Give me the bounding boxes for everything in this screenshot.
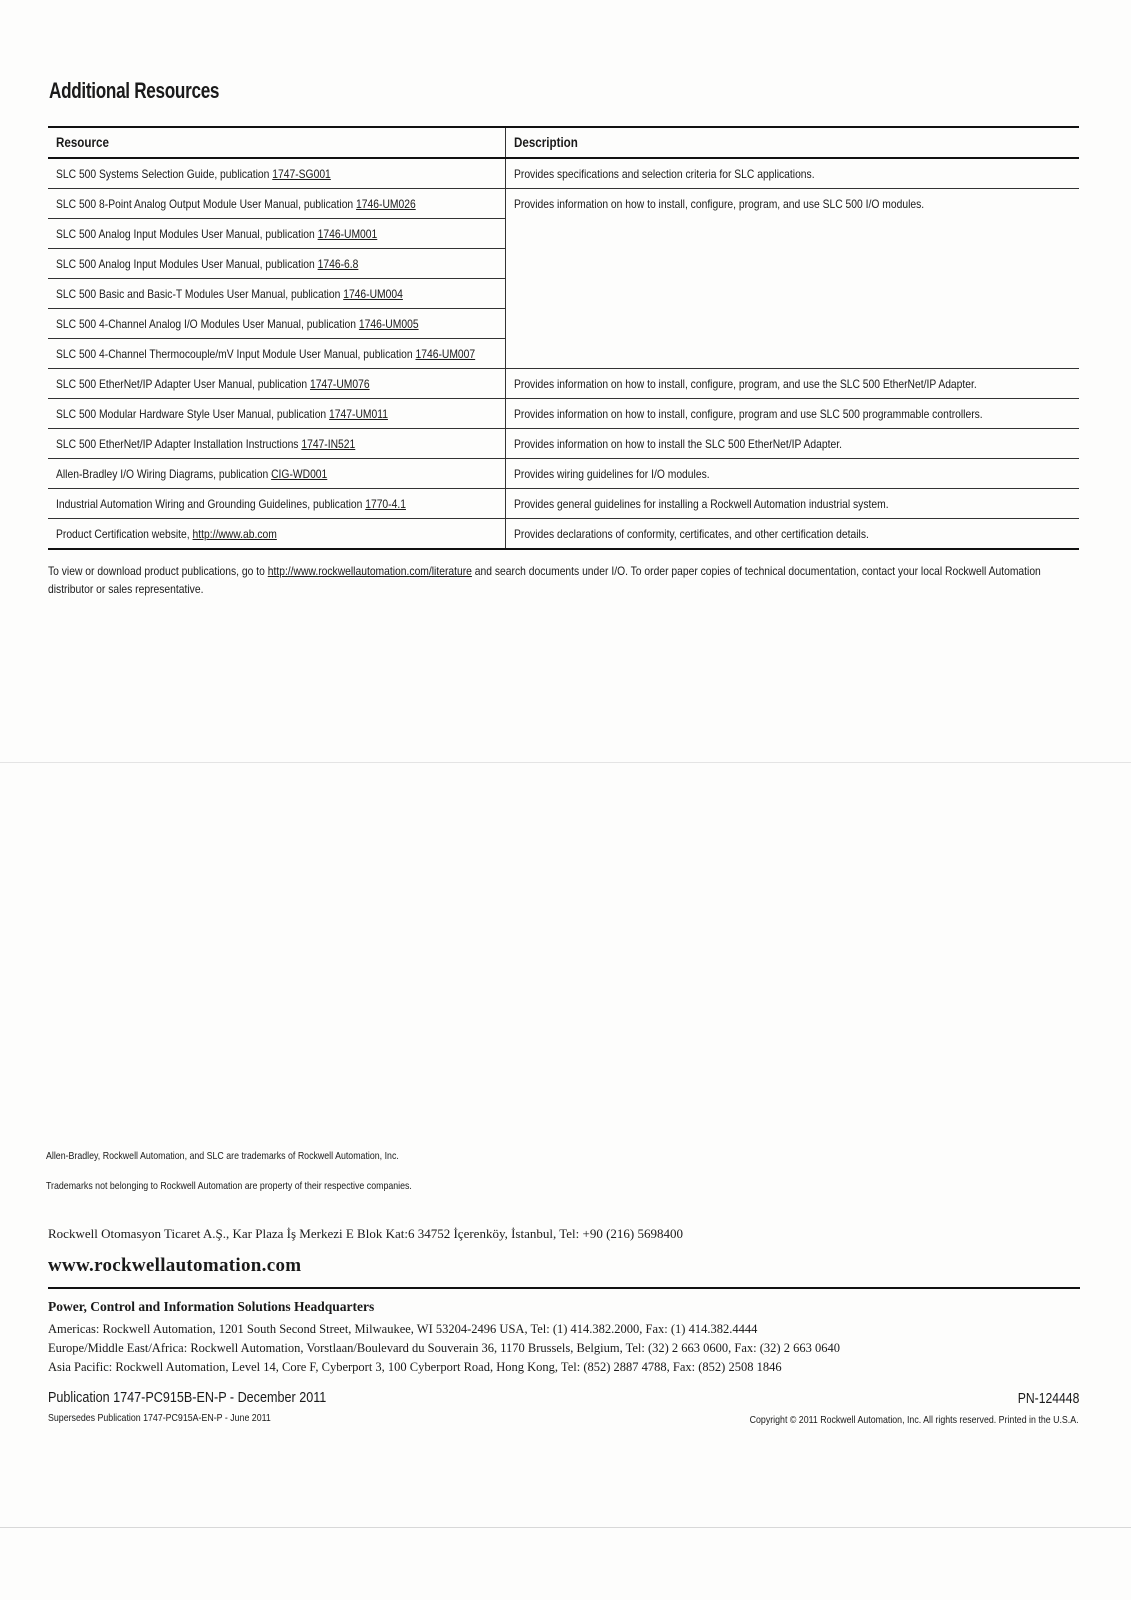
trademark-notice: Allen-Bradley, Rockwell Automation, and SLC are trademarks of Rockwell Automation, Inc. (46, 1150, 399, 1162)
trademark-disclaimer: Trademarks not belonging to Rockwell Automation are property of their respective companies. (46, 1180, 412, 1192)
description-cell (505, 459, 1079, 489)
description-text: Provides wiring guidelines for I/O modules. (513, 466, 710, 481)
publication-number: Publication 1747-PC915B-EN-P - December 2011 (48, 1389, 327, 1406)
resource-cell (48, 519, 505, 550)
table-row (48, 399, 1079, 429)
description-cell (505, 369, 1079, 399)
resource-cell (48, 158, 505, 189)
supersedes-note: Supersedes Publication 1747-PC915A-EN-P - June 2011 (48, 1412, 271, 1424)
publication-link[interactable]: 1746-UM026 (356, 196, 416, 211)
description-text: Provides information on how to install the SLC 500 EtherNet/IP Adapter. (513, 436, 842, 451)
part-number: PN-124448 (1017, 1391, 1079, 1407)
table-row (48, 189, 1079, 219)
resource-cell (48, 339, 505, 369)
resource-cell (48, 369, 505, 399)
publication-link[interactable]: 1747-UM076 (309, 376, 370, 391)
publication-link[interactable]: http://www.ab.com (192, 526, 277, 541)
description-text: Provides declarations of conformity, certificates, and other certification details. (513, 526, 869, 541)
resource-title: SLC 500 Systems Selection Guide, publication (56, 166, 273, 181)
description-text: Provides information on how to install, configure, program, and use SLC 500 I/O modules. (513, 196, 924, 211)
resource-cell (48, 189, 505, 219)
publications-note: To view or download product publications, go to http://www.rockwellautomation.com/literature and search documents under I/O. To order paper copies of technical documentation, contact your local Rockwell Automation distributor or sales representative. (48, 564, 1041, 596)
description-cell (505, 489, 1079, 519)
bleed-through-line (0, 762, 1131, 763)
description-cell (505, 309, 1079, 339)
description-cell (505, 279, 1079, 309)
table-header-row (48, 127, 1079, 158)
page-heading: Additional Resources (49, 78, 220, 103)
description-text: Provides general guidelines for installing a Rockwell Automation industrial system. (513, 496, 889, 511)
table-row (48, 219, 1079, 249)
resource-cell (48, 249, 505, 279)
publication-link[interactable]: 1747-IN521 (301, 436, 356, 451)
headquarters-title: Power, Control and Information Solutions Headquarters (48, 1299, 375, 1314)
copyright-notice: Copyright © 2011 Rockwell Automation, Inc. All rights reserved. Printed in the U.S.A. (750, 1414, 1079, 1426)
resources-table (48, 126, 1079, 550)
description-cell (505, 249, 1079, 279)
description-cell (505, 399, 1079, 429)
description-cell (505, 519, 1079, 550)
resource-title: SLC 500 Analog Input Modules User Manual, publication (56, 256, 318, 271)
table-row (48, 369, 1079, 399)
description-cell (505, 339, 1079, 369)
description-cell (505, 429, 1079, 459)
table-row (48, 459, 1079, 489)
resource-column-header: Resource (48, 127, 505, 158)
resource-cell (48, 489, 505, 519)
resource-title: Allen-Bradley I/O Wiring Diagrams, publication (56, 466, 272, 481)
table-row (48, 249, 1079, 279)
table-row (48, 489, 1079, 519)
description-cell (505, 219, 1079, 249)
resource-cell (48, 309, 505, 339)
company-website[interactable]: www.rockwellautomation.com (48, 1255, 302, 1276)
publication-link[interactable]: 1746-UM004 (343, 286, 403, 301)
resource-title: SLC 500 EtherNet/IP Adapter User Manual, publication (56, 376, 310, 391)
publication-link[interactable]: 1747-SG001 (272, 166, 331, 181)
description-text: Provides information on how to install, configure, program, and use the SLC 500 EtherNet/IP Adapter. (513, 376, 977, 391)
description-cell (505, 189, 1079, 219)
description-cell (505, 158, 1079, 189)
literature-link[interactable]: http://www.rockwellautomation.com/literature (267, 564, 472, 578)
americas-address: Americas: Rockwell Automation, 1201 South Second Street, Milwaukee, WI 53204-2496 USA, Tel: (1) 414.382.2000, Fax: (1) 414.382.4444 (48, 1322, 758, 1336)
resource-title: SLC 500 Basic and Basic-T Modules User Manual, publication (56, 286, 344, 301)
resource-title: SLC 500 4-Channel Analog I/O Modules User Manual, publication (56, 316, 359, 331)
publication-link[interactable]: CIG-WD001 (271, 466, 328, 481)
resource-title: SLC 500 Analog Input Modules User Manual, publication (56, 226, 318, 241)
divider (48, 1287, 1080, 1289)
resource-title: Industrial Automation Wiring and Grounding Guidelines, publication (56, 496, 366, 511)
table-row (48, 158, 1079, 189)
publication-link[interactable]: 1746-6.8 (317, 256, 359, 271)
publication-link[interactable]: 1770-4.1 (365, 496, 406, 511)
table-row (48, 309, 1079, 339)
bleed-through-line (0, 1527, 1131, 1528)
publication-link[interactable]: 1746-UM001 (317, 226, 378, 241)
resource-cell (48, 399, 505, 429)
turkey-office-address: Rockwell Otomasyon Ticaret A.Ş., Kar Plaza İş Merkezi E Blok Kat:6 34752 İçerenköy, İstanbul, Tel: +90 (216) 5698400 (48, 1226, 684, 1241)
table-row (48, 519, 1079, 550)
resource-title: Product Certification website, (56, 526, 193, 541)
resource-title: SLC 500 EtherNet/IP Adapter Installation Instructions (56, 436, 302, 451)
publication-link[interactable]: 1746-UM005 (358, 316, 419, 331)
resource-title: SLC 500 Modular Hardware Style User Manual, publication (56, 406, 330, 421)
table-row (48, 429, 1079, 459)
resource-cell (48, 459, 505, 489)
asia-pacific-address: Asia Pacific: Rockwell Automation, Level 14, Core F, Cyberport 3, 100 Cyberport Road, Hong Kong, Tel: (852) 2887 4788, Fax: (852) 2508 1846 (48, 1360, 782, 1374)
description-text: Provides information on how to install, configure, program and use SLC 500 programmable controllers. (513, 406, 983, 421)
resource-title: SLC 500 8-Point Analog Output Module User Manual, publication (56, 196, 357, 211)
publication-link[interactable]: 1746-UM007 (415, 346, 476, 361)
europe-address: Europe/Middle East/Africa: Rockwell Automation, Vorstlaan/Boulevard du Souverain 36, 1170 Brussels, Belgium, Tel: (32) 2 663 0600, Fax: (32) 2 663 0640 (48, 1341, 840, 1355)
publication-link[interactable]: 1747-UM011 (329, 406, 388, 421)
table-row (48, 339, 1079, 369)
resource-cell (48, 429, 505, 459)
description-text: Provides specifications and selection criteria for SLC applications. (513, 166, 815, 181)
resource-cell (48, 279, 505, 309)
resource-cell (48, 219, 505, 249)
table-row (48, 279, 1079, 309)
description-column-header: Description (505, 127, 1079, 158)
resource-title: SLC 500 4-Channel Thermocouple/mV Input Module User Manual, publication (56, 346, 416, 361)
